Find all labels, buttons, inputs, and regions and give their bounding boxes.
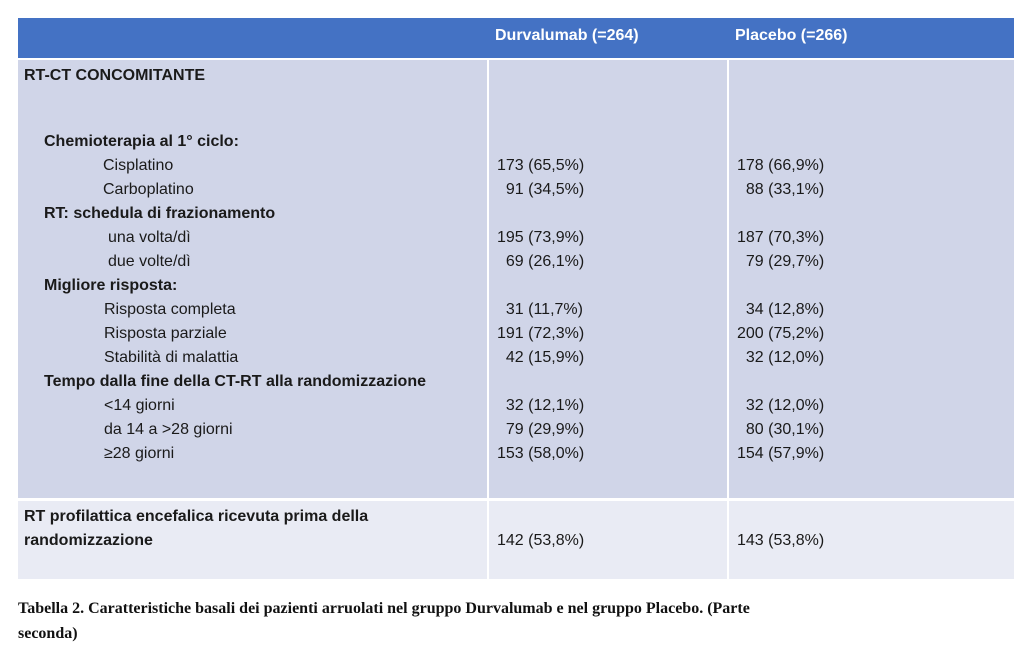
durvalumab-value (497, 202, 727, 226)
row-label: Chemioterapia al 1° ciclo: (44, 133, 239, 150)
table-caption (18, 596, 1018, 646)
placebo-value: 79 (29,7%) (737, 253, 825, 270)
row-label: RT: schedula di frazionamento (44, 205, 276, 222)
header-empty-cell (18, 18, 487, 58)
placebo-value: 187 (70,3%) (737, 229, 825, 246)
durvalumab-value: 173 (65,5%) (497, 157, 585, 174)
table-row-rt-profilattica (18, 498, 1014, 579)
durvalumab-column (487, 60, 727, 498)
placebo-value: 32 (12,0%) (737, 397, 825, 414)
row-label: Risposta completa (104, 301, 236, 318)
durvalumab-value: 32 (12,1%) (497, 397, 585, 414)
placebo-value (737, 274, 1014, 298)
row-label: una volta/dì (108, 229, 191, 246)
placebo-column (727, 60, 1014, 498)
section-title: RT-CT CONCOMITANTE (24, 67, 206, 84)
durvalumab-value: 142 (53,8%) (497, 532, 585, 549)
row-label: Tempo dalla fine della CT-RT alla randomizzazione (44, 373, 426, 390)
header-placebo: Placebo (=266) (735, 27, 848, 44)
placebo-value: 178 (66,9%) (737, 157, 825, 174)
durvalumab-value: 79 (29,9%) (497, 421, 585, 438)
row-label: randomizzazione (24, 532, 153, 549)
placebo-value: 32 (12,0%) (737, 349, 825, 366)
table-header (18, 18, 1014, 58)
durvalumab-value: 31 (11,7%) (497, 301, 583, 318)
row-label: da 14 a >28 giorni (104, 421, 233, 438)
row-label: Stabilità di malattia (104, 349, 239, 366)
row-label: Migliore risposta: (44, 277, 178, 294)
table-row-rt-ct (18, 58, 1014, 498)
durvalumab-value: 42 (15,9%) (497, 349, 585, 366)
placebo-value (737, 202, 1014, 226)
placebo-value: 80 (30,1%) (737, 421, 825, 438)
placebo-value (737, 130, 1014, 154)
row-label: ≥28 giorni (104, 445, 175, 462)
row-label: Risposta parziale (104, 325, 227, 342)
row-label: Carboplatino (103, 181, 194, 198)
baseline-characteristics-table (18, 18, 1014, 579)
caption-line: seconda) (18, 625, 78, 642)
label-column (18, 501, 487, 579)
placebo-column (727, 501, 1014, 579)
durvalumab-value (497, 370, 727, 394)
row-label: <14 giorni (104, 397, 175, 414)
placebo-value: 88 (33,1%) (737, 181, 825, 198)
header-durvalumab: Durvalumab (=264) (495, 27, 639, 44)
durvalumab-value: 91 (34,5%) (497, 181, 585, 198)
placebo-value (737, 370, 1014, 394)
row-label: RT profilattica encefalica ricevuta prima della (24, 508, 369, 525)
row-label: Cisplatino (103, 157, 174, 174)
row-label: due volte/dì (108, 253, 191, 270)
durvalumab-column (487, 501, 727, 579)
placebo-value: 154 (57,9%) (737, 445, 825, 462)
placebo-value: 143 (53,8%) (737, 532, 825, 549)
label-column (18, 60, 487, 498)
caption-line: Tabella 2. Caratteristiche basali dei pazienti arruolati nel gruppo Durvalumab e nel gruppo Placebo. (Parte (18, 600, 750, 617)
placebo-value: 200 (75,2%) (737, 325, 825, 342)
durvalumab-value (497, 130, 727, 154)
durvalumab-value: 195 (73,9%) (497, 229, 585, 246)
durvalumab-value: 69 (26,1%) (497, 253, 585, 270)
durvalumab-value: 153 (58,0%) (497, 445, 585, 462)
durvalumab-value: 191 (72,3%) (497, 325, 585, 342)
placebo-value: 34 (12,8%) (737, 301, 825, 318)
durvalumab-value (497, 274, 727, 298)
